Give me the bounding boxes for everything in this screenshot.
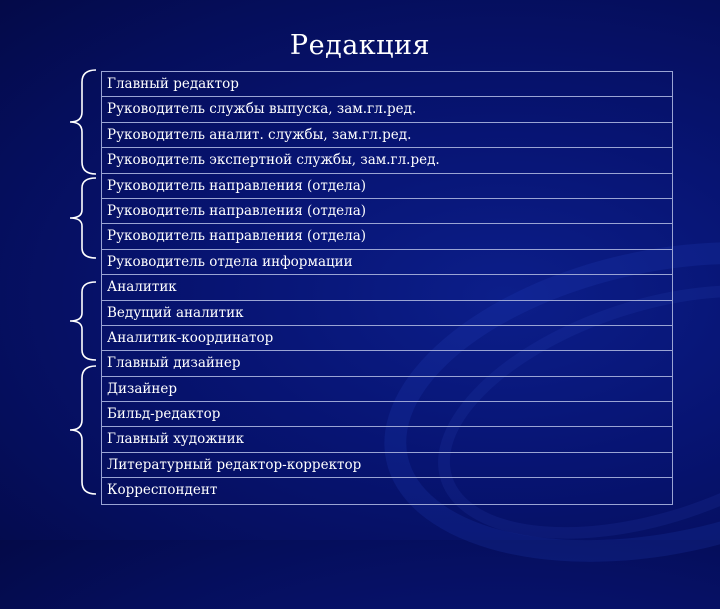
table-row: Бильд-редактор — [102, 402, 672, 427]
table-row: Главный дизайнер — [102, 351, 672, 376]
table-row: Главный редактор — [102, 72, 672, 97]
staff-table — [101, 71, 673, 505]
table-row: Руководитель направления (отдела) — [102, 174, 672, 199]
slide-title: Редакция — [289, 30, 431, 61]
table-row: Дизайнер — [102, 377, 672, 402]
table-row: Руководитель отдела информации — [102, 250, 672, 275]
table-row: Руководитель направления (отдела) — [102, 199, 672, 224]
group-brace-icon — [60, 68, 100, 176]
table-row: Аналитик-координатор — [102, 326, 672, 351]
table-row: Литературный редактор-корректор — [102, 453, 672, 478]
group-brace-icon — [60, 364, 100, 496]
group-brace-icon — [60, 176, 100, 260]
table-row: Руководитель аналит. службы, зам.гл.ред. — [102, 123, 672, 148]
table-row: Руководитель службы выпуска, зам.гл.ред. — [102, 97, 672, 122]
table-row: Руководитель направления (отдела) — [102, 224, 672, 249]
table-row: Ведущий аналитик — [102, 301, 672, 326]
table-row: Корреспондент — [107, 482, 218, 499]
table-row: Руководитель экспертной службы, зам.гл.ред. — [102, 148, 672, 173]
group-brace-icon — [60, 280, 100, 362]
table-row: Аналитик — [102, 275, 672, 300]
table-row: Главный художник — [102, 427, 672, 452]
